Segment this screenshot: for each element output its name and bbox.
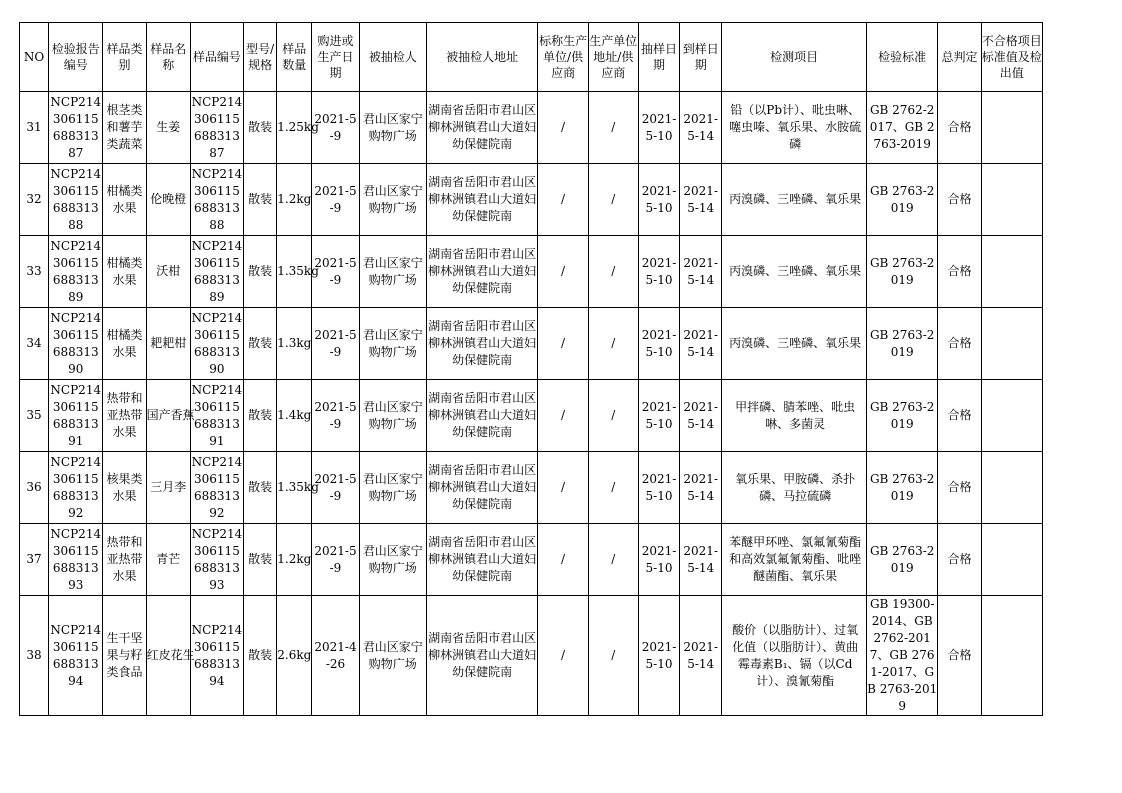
manufacturer-address-cell: / bbox=[588, 596, 638, 716]
spec-cell: 散装 bbox=[244, 596, 277, 716]
sample-number-cell: NCP21430611568831388 bbox=[190, 164, 243, 236]
table-row bbox=[20, 92, 1043, 164]
table-row bbox=[20, 308, 1043, 380]
sampling-date-cell: 2021-5-10 bbox=[638, 380, 679, 452]
arrival-date-cell: 2021-5-14 bbox=[680, 452, 722, 524]
row-number: 38 bbox=[20, 596, 49, 716]
standard-cell: GB 2763-2019 bbox=[867, 236, 938, 308]
manufacturer-cell: / bbox=[538, 308, 588, 380]
manufacturer-cell: / bbox=[538, 92, 588, 164]
spec-cell: 散装 bbox=[244, 308, 277, 380]
sampling-date-cell: 2021-5-10 bbox=[638, 596, 679, 716]
column-header: 样品类别 bbox=[103, 23, 146, 92]
verdict-cell: 合格 bbox=[938, 380, 981, 452]
quantity-cell: 1.4kg bbox=[277, 380, 312, 452]
inspected-party-cell: 君山区家宁购物广场 bbox=[359, 236, 426, 308]
sample-number-cell: NCP21430611568831391 bbox=[190, 380, 243, 452]
test-items-cell: 甲拌磷、腈苯唑、吡虫啉、多菌灵 bbox=[722, 380, 867, 452]
column-header: 标称生产单位/供应商 bbox=[538, 23, 588, 92]
table-row bbox=[20, 164, 1043, 236]
spec-cell: 散装 bbox=[244, 164, 277, 236]
manufacturer-cell: / bbox=[538, 164, 588, 236]
purchase-date-cell: 2021-5-9 bbox=[312, 236, 359, 308]
inspected-address-cell: 湖南省岳阳市君山区柳林洲镇君山大道妇幼保健院南 bbox=[426, 164, 538, 236]
test-items-cell: 氧乐果、甲胺磷、杀扑磷、马拉硫磷 bbox=[722, 452, 867, 524]
manufacturer-cell: / bbox=[538, 524, 588, 596]
purchase-date-cell: 2021-5-9 bbox=[312, 308, 359, 380]
quantity-cell: 1.3kg bbox=[277, 308, 312, 380]
column-header: 样品数量 bbox=[277, 23, 312, 92]
inspected-party-cell: 君山区家宁购物广场 bbox=[359, 308, 426, 380]
quantity-cell: 1.2kg bbox=[277, 164, 312, 236]
table-row bbox=[20, 596, 1043, 716]
arrival-date-cell: 2021-5-14 bbox=[680, 380, 722, 452]
manufacturer-address-cell: / bbox=[588, 164, 638, 236]
sample-name-cell: 国产香蕉 bbox=[146, 380, 190, 452]
unqualified-values-cell bbox=[981, 92, 1042, 164]
inspected-party-cell: 君山区家宁购物广场 bbox=[359, 524, 426, 596]
sample-number-cell: NCP21430611568831392 bbox=[190, 452, 243, 524]
test-items-cell: 苯醚甲环唑、氯氟氰菊酯和高效氯氟氰菊酯、吡唑醚菌酯、氧乐果 bbox=[722, 524, 867, 596]
table-row bbox=[20, 452, 1043, 524]
manufacturer-address-cell: / bbox=[588, 92, 638, 164]
standard-cell: GB 2763-2019 bbox=[867, 452, 938, 524]
sample-category-cell: 柑橘类水果 bbox=[103, 308, 146, 380]
purchase-date-cell: 2021-5-9 bbox=[312, 380, 359, 452]
verdict-cell: 合格 bbox=[938, 452, 981, 524]
sample-category-cell: 热带和亚热带水果 bbox=[103, 380, 146, 452]
purchase-date-cell: 2021-5-9 bbox=[312, 164, 359, 236]
verdict-cell: 合格 bbox=[938, 164, 981, 236]
quantity-cell: 1.35kg bbox=[277, 452, 312, 524]
report-number-cell: NCP21430611568831387 bbox=[49, 92, 103, 164]
sample-category-cell: 生干坚果与籽类食品 bbox=[103, 596, 146, 716]
manufacturer-cell: / bbox=[538, 236, 588, 308]
standard-cell: GB 2763-2019 bbox=[867, 164, 938, 236]
verdict-cell: 合格 bbox=[938, 596, 981, 716]
row-number: 34 bbox=[20, 308, 49, 380]
arrival-date-cell: 2021-5-14 bbox=[680, 92, 722, 164]
verdict-cell: 合格 bbox=[938, 524, 981, 596]
column-header: 不合格项目标准值及检出值 bbox=[981, 23, 1042, 92]
report-number-cell: NCP21430611568831388 bbox=[49, 164, 103, 236]
sampling-date-cell: 2021-5-10 bbox=[638, 452, 679, 524]
standard-cell: GB 2763-2019 bbox=[867, 524, 938, 596]
column-header: 购进或生产日期 bbox=[312, 23, 359, 92]
column-header: 生产单位地址/供应商 bbox=[588, 23, 638, 92]
column-header: 到样日期 bbox=[680, 23, 722, 92]
purchase-date-cell: 2021-5-9 bbox=[312, 92, 359, 164]
inspected-address-cell: 湖南省岳阳市君山区柳林洲镇君山大道妇幼保健院南 bbox=[426, 308, 538, 380]
standard-cell: GB 19300-2014、GB 2762-2017、GB 2761-2017、GB 2763-2019 bbox=[867, 596, 938, 716]
purchase-date-cell: 2021-5-9 bbox=[312, 524, 359, 596]
standard-cell: GB 2763-2019 bbox=[867, 308, 938, 380]
report-number-cell: NCP21430611568831392 bbox=[49, 452, 103, 524]
quantity-cell: 1.25kg bbox=[277, 92, 312, 164]
spec-cell: 散装 bbox=[244, 380, 277, 452]
table-body bbox=[20, 92, 1043, 716]
arrival-date-cell: 2021-5-14 bbox=[680, 164, 722, 236]
column-header: 抽样日期 bbox=[638, 23, 679, 92]
sample-name-cell: 三月李 bbox=[146, 452, 190, 524]
sample-name-cell: 青芒 bbox=[146, 524, 190, 596]
column-header: 样品名称 bbox=[146, 23, 190, 92]
sample-category-cell: 热带和亚热带水果 bbox=[103, 524, 146, 596]
spec-cell: 散装 bbox=[244, 524, 277, 596]
unqualified-values-cell bbox=[981, 380, 1042, 452]
inspected-address-cell: 湖南省岳阳市君山区柳林洲镇君山大道妇幼保健院南 bbox=[426, 524, 538, 596]
report-number-cell: NCP21430611568831390 bbox=[49, 308, 103, 380]
standard-cell: GB 2763-2019 bbox=[867, 380, 938, 452]
sampling-date-cell: 2021-5-10 bbox=[638, 308, 679, 380]
table-row bbox=[20, 380, 1043, 452]
sample-number-cell: NCP21430611568831387 bbox=[190, 92, 243, 164]
test-items-cell: 丙溴磷、三唑磷、氧乐果 bbox=[722, 164, 867, 236]
inspected-party-cell: 君山区家宁购物广场 bbox=[359, 596, 426, 716]
manufacturer-address-cell: / bbox=[588, 452, 638, 524]
sample-category-cell: 柑橘类水果 bbox=[103, 164, 146, 236]
unqualified-values-cell bbox=[981, 524, 1042, 596]
sample-name-cell: 红皮花生 bbox=[146, 596, 190, 716]
verdict-cell: 合格 bbox=[938, 308, 981, 380]
manufacturer-cell: / bbox=[538, 596, 588, 716]
inspected-address-cell: 湖南省岳阳市君山区柳林洲镇君山大道妇幼保健院南 bbox=[426, 92, 538, 164]
column-header: 检验标准 bbox=[867, 23, 938, 92]
sample-name-cell: 耙耙柑 bbox=[146, 308, 190, 380]
header-row bbox=[20, 23, 1043, 92]
unqualified-values-cell bbox=[981, 452, 1042, 524]
arrival-date-cell: 2021-5-14 bbox=[680, 596, 722, 716]
inspected-address-cell: 湖南省岳阳市君山区柳林洲镇君山大道妇幼保健院南 bbox=[426, 236, 538, 308]
test-items-cell: 丙溴磷、三唑磷、氧乐果 bbox=[722, 308, 867, 380]
unqualified-values-cell bbox=[981, 308, 1042, 380]
manufacturer-cell: / bbox=[538, 380, 588, 452]
sampling-date-cell: 2021-5-10 bbox=[638, 92, 679, 164]
table-row bbox=[20, 236, 1043, 308]
verdict-cell: 合格 bbox=[938, 236, 981, 308]
sample-number-cell: NCP21430611568831389 bbox=[190, 236, 243, 308]
row-number: 35 bbox=[20, 380, 49, 452]
spec-cell: 散装 bbox=[244, 452, 277, 524]
inspected-party-cell: 君山区家宁购物广场 bbox=[359, 380, 426, 452]
verdict-cell: 合格 bbox=[938, 92, 981, 164]
report-number-cell: NCP21430611568831393 bbox=[49, 524, 103, 596]
spec-cell: 散装 bbox=[244, 236, 277, 308]
quantity-cell: 1.35kg bbox=[277, 236, 312, 308]
report-number-cell: NCP21430611568831394 bbox=[49, 596, 103, 716]
column-header: 检测项目 bbox=[722, 23, 867, 92]
sample-number-cell: NCP21430611568831393 bbox=[190, 524, 243, 596]
inspected-party-cell: 君山区家宁购物广场 bbox=[359, 92, 426, 164]
unqualified-values-cell bbox=[981, 596, 1042, 716]
inspected-party-cell: 君山区家宁购物广场 bbox=[359, 164, 426, 236]
sample-name-cell: 生姜 bbox=[146, 92, 190, 164]
column-header: 检验报告编号 bbox=[49, 23, 103, 92]
column-header: 被抽检人 bbox=[359, 23, 426, 92]
sample-category-cell: 根茎类和薯芋类蔬菜 bbox=[103, 92, 146, 164]
inspected-address-cell: 湖南省岳阳市君山区柳林洲镇君山大道妇幼保健院南 bbox=[426, 380, 538, 452]
sampling-date-cell: 2021-5-10 bbox=[638, 164, 679, 236]
report-number-cell: NCP21430611568831389 bbox=[49, 236, 103, 308]
row-number: 31 bbox=[20, 92, 49, 164]
spec-cell: 散装 bbox=[244, 92, 277, 164]
quantity-cell: 2.6kg bbox=[277, 596, 312, 716]
inspection-results-table bbox=[19, 22, 1043, 716]
report-number-cell: NCP21430611568831391 bbox=[49, 380, 103, 452]
manufacturer-address-cell: / bbox=[588, 308, 638, 380]
arrival-date-cell: 2021-5-14 bbox=[680, 308, 722, 380]
row-number: 37 bbox=[20, 524, 49, 596]
arrival-date-cell: 2021-5-14 bbox=[680, 236, 722, 308]
column-header: NO bbox=[20, 23, 49, 92]
unqualified-values-cell bbox=[981, 164, 1042, 236]
sampling-date-cell: 2021-5-10 bbox=[638, 236, 679, 308]
unqualified-values-cell bbox=[981, 236, 1042, 308]
sample-number-cell: NCP21430611568831394 bbox=[190, 596, 243, 716]
sample-name-cell: 伦晚橙 bbox=[146, 164, 190, 236]
column-header: 被抽检人地址 bbox=[426, 23, 538, 92]
purchase-date-cell: 2021-5-9 bbox=[312, 452, 359, 524]
column-header: 总判定 bbox=[938, 23, 981, 92]
sample-category-cell: 柑橘类水果 bbox=[103, 236, 146, 308]
test-items-cell: 铅（以Pb计）、吡虫啉、噻虫嗪、氧乐果、水胺硫磷 bbox=[722, 92, 867, 164]
manufacturer-cell: / bbox=[538, 452, 588, 524]
purchase-date-cell: 2021-4-26 bbox=[312, 596, 359, 716]
column-header: 型号/规格 bbox=[244, 23, 277, 92]
sample-number-cell: NCP21430611568831390 bbox=[190, 308, 243, 380]
row-number: 32 bbox=[20, 164, 49, 236]
inspected-address-cell: 湖南省岳阳市君山区柳林洲镇君山大道妇幼保健院南 bbox=[426, 596, 538, 716]
test-items-cell: 丙溴磷、三唑磷、氧乐果 bbox=[722, 236, 867, 308]
sampling-date-cell: 2021-5-10 bbox=[638, 524, 679, 596]
inspected-party-cell: 君山区家宁购物广场 bbox=[359, 452, 426, 524]
quantity-cell: 1.2kg bbox=[277, 524, 312, 596]
row-number: 36 bbox=[20, 452, 49, 524]
sample-category-cell: 核果类水果 bbox=[103, 452, 146, 524]
column-header: 样品编号 bbox=[190, 23, 243, 92]
manufacturer-address-cell: / bbox=[588, 380, 638, 452]
arrival-date-cell: 2021-5-14 bbox=[680, 524, 722, 596]
sample-name-cell: 沃柑 bbox=[146, 236, 190, 308]
standard-cell: GB 2762-2017、GB 2763-2019 bbox=[867, 92, 938, 164]
table-row bbox=[20, 524, 1043, 596]
manufacturer-address-cell: / bbox=[588, 236, 638, 308]
manufacturer-address-cell: / bbox=[588, 524, 638, 596]
row-number: 33 bbox=[20, 236, 49, 308]
test-items-cell: 酸价（以脂肪计）、过氧化值（以脂肪计）、黄曲霉毒素B₁、镉（以Cd计）、溴氰菊酯 bbox=[722, 596, 867, 716]
inspected-address-cell: 湖南省岳阳市君山区柳林洲镇君山大道妇幼保健院南 bbox=[426, 452, 538, 524]
